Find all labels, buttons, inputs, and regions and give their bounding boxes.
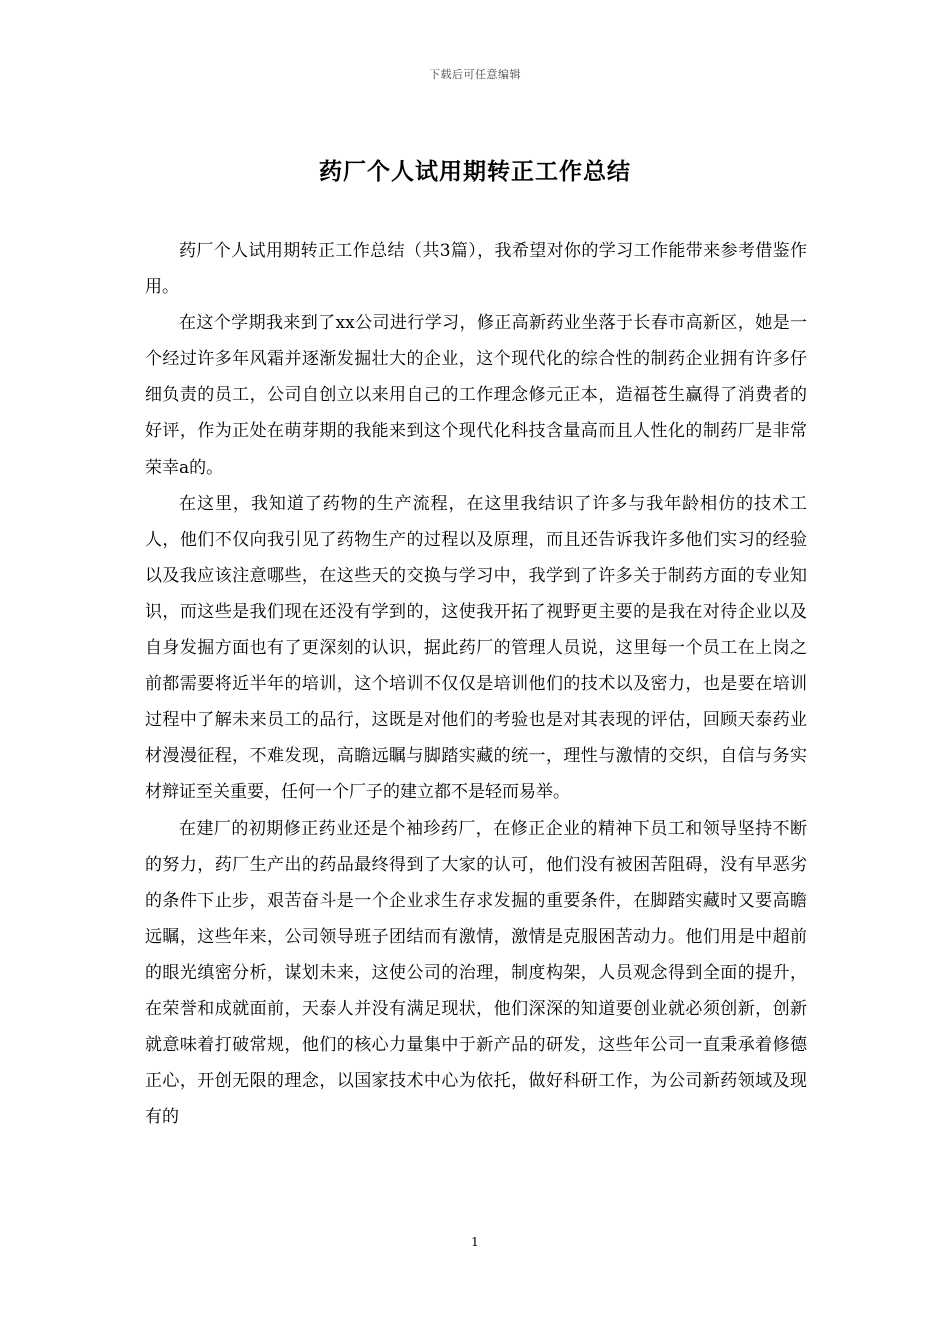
document-body <box>145 233 807 1135</box>
paragraph: 在这里，我知道了药物的生产流程，在这里我结识了许多与我年龄相仿的技术工人，他们不仅向我引见了药物生产的过程以及原理，而且还告诉我许多他们实习的经验以及我应该注意哪些，在这些天的交换与学习中，我学到了许多关于制药方面的专业知识，而这些是我们现在还没有学到的，这使我开拓了视野更主要的是我在对待企业以及自身发掘方面也有了更深刻的认识，据此药厂的管理人员说，这里每一个员工在上岗之前都需要将近半年的培训，这个培训不仅仅是培训他们的技术以及密力，也是要在培训过程中了解未来员工的品行，这既是对他们的考验也是对其表现的评估，回顾天泰药业材漫漫征程，不难发现，高瞻远瞩与脚踏实藏的统一，理性与激情的交织，自信与务实材辩证至关重要，任何一个厂子的建立都不是轻而易举。 <box>145 493 807 803</box>
page-number: 1 <box>471 1235 479 1249</box>
document-title: 药厂个人试用期转正工作总结 <box>319 159 631 185</box>
page-header: 下载后可任意编辑 <box>429 68 521 81</box>
paragraph: 在建厂的初期修正药业还是个袖珍药厂，在修正企业的精神下员工和领导坚持不断的努力，药厂生产出的药品最终得到了大家的认可，他们没有被困苦阻碍，没有早恶劣的条件下止步，艰苦奋斗是一个企业求生存求发掘的重要条件，在脚踏实藏时又要高瞻远瞩，这些年来，公司领导班子团结而有激情，激情是克服困苦动力。他们用是中超前的眼光缜密分析，谋划未来，这使公司的治理，制度构架，人员观念得到全面的提升，在荣誉和成就面前，天泰人并没有满足现状，他们深深的知道要创业就必须创新，创新就意味着打破常规，他们的核心力量集中于新产品的研发，这些年公司一直秉承着修德正心，开创无限的理念，以国家技术中心为依托，做好科研工作，为公司新药领域及现有的 <box>145 818 807 1128</box>
paragraph: 在这个学期我来到了xx公司进行学习，修正高新药业坐落于长春市高新区，她是一个经过许多年风霜并逐渐发掘壮大的企业，这个现代化的综合性的制药企业拥有许多仔细负责的员工，公司自创立以来用自己的工作理念修元正本，造福苍生赢得了消费者的好评，作为正处在萌芽期的我能来到这个现代化科技含量高而且人性化的制药厂是非常荣幸a的。 <box>145 313 807 478</box>
paragraph: 药厂个人试用期转正工作总结（共3篇），我希望对你的学习工作能带来参考借鉴作用。 <box>145 241 807 298</box>
